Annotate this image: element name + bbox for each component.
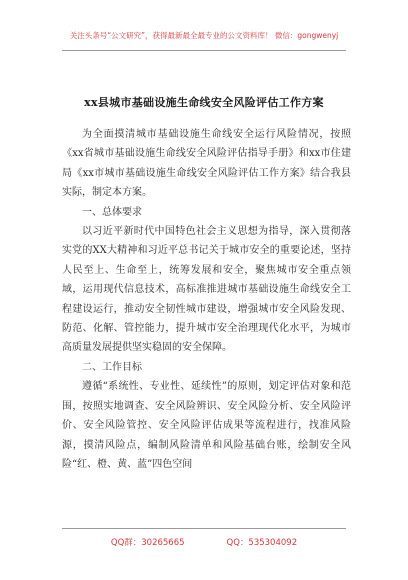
paragraph-general-requirements: 以习近平新时代中国特色社会主义思想为指导，深入贯彻落实党的XX大精神和习近平总书记关于城市安全的重要论述，坚持人民至上、生命至上，统筹发展和安全，聚焦城市安全重点领域，运用现代信息技术，高标准推进城市基础设施生命线安全工程建设运行，推动安全韧性城市建设，增强城市安全风险发现、防范、化解、管控能力，提升城市安全治理现代化水平，为城市高质量发展提供坚实稳固的安全保障。	[62, 226, 351, 354]
document-body	[62, 125, 351, 474]
paragraph-work-goals: 遵循“系统性、专业性、延续性”的原则，划定评估对象和范围，按照实地调查、安全风险辨识、安全风险分析、安全风险评价、安全风险管控、安全风险评估成果等流程进行，找准风险源，摸清风险点，编制风险清单和风险基础台账，绘制安全风险“红、橙、黄、蓝”四色空间	[62, 381, 351, 470]
footer-divider	[62, 528, 346, 529]
header-divider	[62, 50, 346, 51]
section-heading-general-requirements: 一、总体要求	[82, 206, 142, 218]
header-promo-note: 关注头条号“公文研究”，获得最新最全最专业的公文资料库！ 微信：gongwenyj	[69, 31, 339, 40]
footer-qq-number: QQ：535304092	[226, 538, 298, 548]
paragraph-intro: 为全面摸清城市基础设施生命线安全运行风险情况，按照《xx省城市基础设施生命线安全风险评估指导手册》和xx市住建局《xx市城市基础设施生命线安全风险评估工作方案》结合我县实际，制定本方案。	[62, 129, 351, 199]
section-heading-work-goals: 二、工作目标	[82, 361, 142, 373]
document-title: xx县城市基础设施生命线安全风险评估工作方案	[84, 96, 324, 109]
footer-contact	[0, 536, 408, 548]
footer-qq-group: QQ群：30265665	[110, 538, 185, 548]
